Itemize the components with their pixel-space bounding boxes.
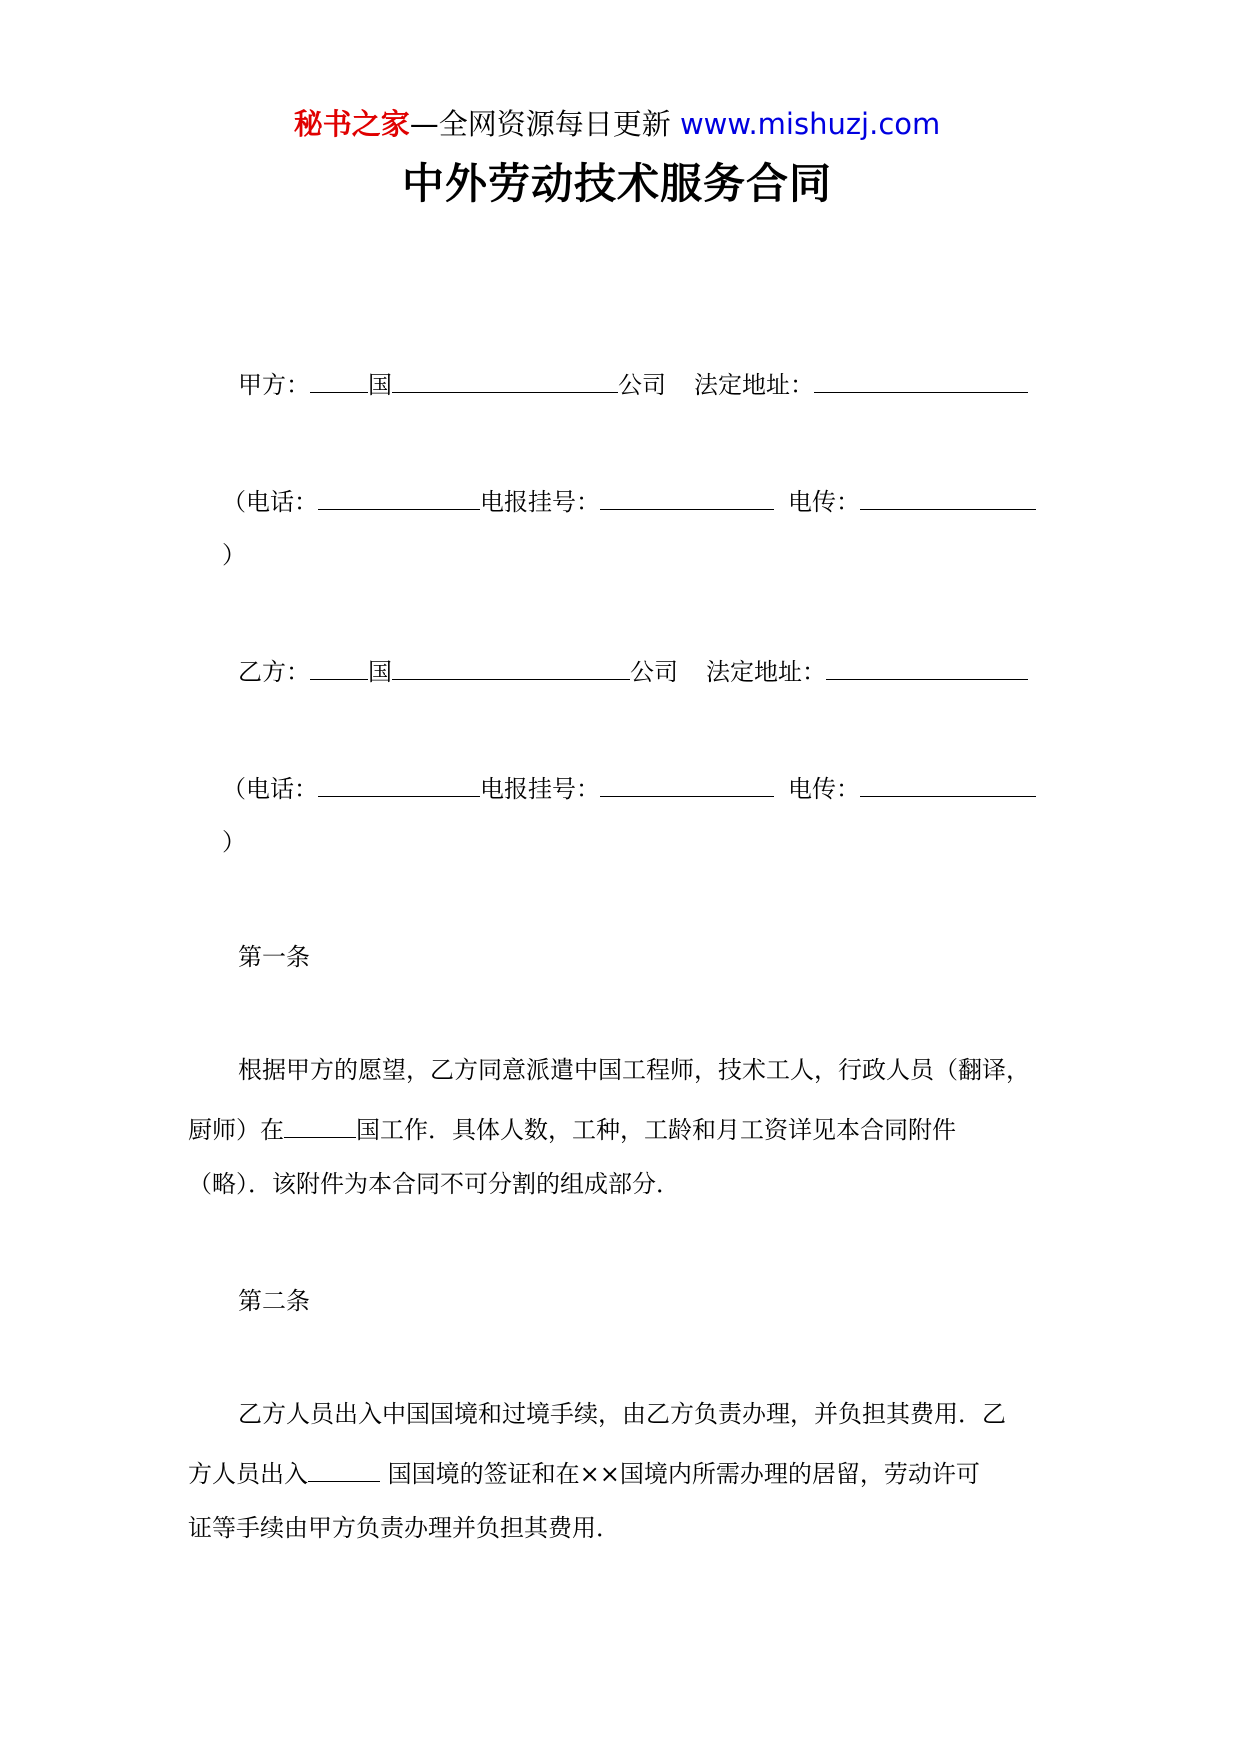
article-1-line-1: 根据甲方的愿望，乙方同意派遣中国工程师，技术工人，行政人员（翻译，: [238, 1056, 1030, 1084]
party-b-line: [238, 653, 1028, 688]
party-b-company-blank[interactable]: [392, 653, 630, 680]
brand-name: 秘书之家: [293, 107, 410, 141]
article-1-line-2: [188, 1111, 956, 1146]
party-a-address-label: 法定地址：: [694, 371, 814, 399]
party-b-telegraph-label: 电报挂号：: [480, 775, 600, 803]
party-a-contact-line: [222, 483, 1036, 518]
party-a-fax-blank[interactable]: [860, 483, 1036, 510]
party-b-contact-line: [222, 770, 1036, 805]
party-b-label: 乙方：: [238, 658, 310, 686]
article-2-country-blank[interactable]: [308, 1455, 380, 1482]
party-a-fax-label: 电传：: [788, 488, 860, 516]
party-b-phone-blank[interactable]: [318, 770, 480, 797]
article-2-line-3: 证等手续由甲方负责办理并负担其费用．: [188, 1514, 620, 1542]
party-b-address-label: 法定地址：: [706, 658, 826, 686]
party-a-company-blank[interactable]: [392, 366, 618, 393]
site-url-link[interactable]: www.mishuzj.com: [679, 107, 941, 141]
party-b-telegraph-blank[interactable]: [600, 770, 774, 797]
party-a-label: 甲方：: [238, 371, 310, 399]
party-b-country-blank[interactable]: [310, 653, 368, 680]
party-a-telegraph-label: 电报挂号：: [480, 488, 600, 516]
party-b-fax-label: 电传：: [788, 775, 860, 803]
party-b-country-suffix: 国: [368, 658, 392, 686]
party-a-country-blank[interactable]: [310, 366, 368, 393]
article-1-heading: 第一条: [238, 943, 310, 971]
party-a-contact-close: ）: [222, 541, 246, 569]
party-b-address-blank[interactable]: [826, 653, 1028, 680]
party-a-address-blank[interactable]: [814, 366, 1028, 393]
party-a-line: [238, 366, 1028, 401]
party-a-phone-blank[interactable]: [318, 483, 480, 510]
party-b-fax-blank[interactable]: [860, 770, 1036, 797]
article-2-line-2: [188, 1455, 980, 1490]
article-1-line-2-b: 国工作．具体人数，工种，工龄和月工资详见本合同附件: [356, 1116, 956, 1144]
article-1-country-blank[interactable]: [284, 1111, 356, 1138]
article-2-line-2-b: 国国境的签证和在××国境内所需办理的居留，劳动许可: [380, 1460, 980, 1488]
article-2-line-2-a: 方人员出入: [188, 1460, 308, 1488]
party-a-country-suffix: 国: [368, 371, 392, 399]
party-b-company-suffix: 公司: [630, 658, 678, 686]
article-1-line-2-a: 厨师）在: [188, 1116, 284, 1144]
party-a-telegraph-blank[interactable]: [600, 483, 774, 510]
party-a-phone-label: （电话：: [222, 488, 318, 516]
article-2-line-1: 乙方人员出入中国国境和过境手续，由乙方负责办理，并负担其费用．乙: [238, 1400, 1006, 1428]
site-header: [0, 104, 1234, 144]
article-1-line-3: （略）．该附件为本合同不可分割的组成部分．: [188, 1170, 680, 1198]
article-2-heading: 第二条: [238, 1287, 310, 1315]
party-a-company-suffix: 公司: [618, 371, 666, 399]
party-b-contact-close: ）: [222, 828, 246, 856]
party-b-phone-label: （电话：: [222, 775, 318, 803]
site-slogan: —全网资源每日更新: [409, 107, 671, 141]
document-title: 中外劳动技术服务合同: [401, 159, 832, 208]
